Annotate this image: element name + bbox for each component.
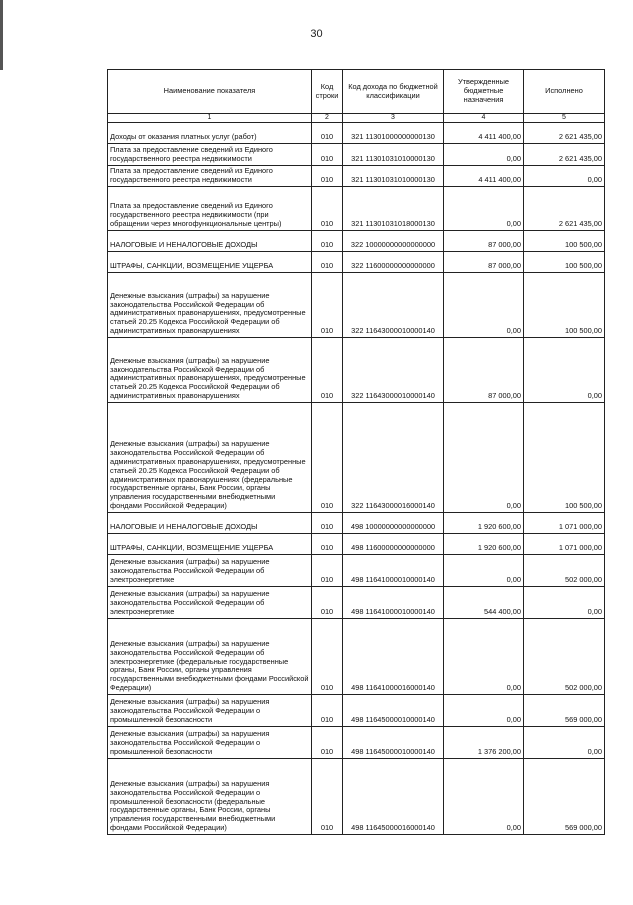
table-body	[108, 123, 605, 835]
table-row	[108, 166, 605, 187]
line-code-cell: 010	[312, 403, 343, 513]
table-row	[108, 619, 605, 695]
indicator-name-cell: НАЛОГОВЫЕ И НЕНАЛОГОВЫЕ ДОХОДЫ	[108, 513, 312, 534]
approved-amount-cell: 0,00	[444, 555, 524, 587]
line-code-cell: 010	[312, 252, 343, 273]
approved-amount-cell: 87 000,00	[444, 252, 524, 273]
executed-amount-cell: 1 071 000,00	[524, 534, 605, 555]
column-number-row	[108, 114, 605, 123]
indicator-name-cell: Денежные взыскания (штрафы) за нарушение законодательства Российской Федерации об электроэнергетике	[108, 587, 312, 619]
line-code-cell: 010	[312, 187, 343, 231]
approved-amount-cell: 1 376 200,00	[444, 727, 524, 759]
indicator-name-cell: ШТРАФЫ, САНКЦИИ, ВОЗМЕЩЕНИЕ УЩЕРБА	[108, 252, 312, 273]
column-number: 5	[524, 114, 605, 123]
revenue-code-cell: 321 11301031018000130	[343, 187, 444, 231]
executed-amount-cell: 0,00	[524, 166, 605, 187]
indicator-name-cell: Денежные взыскания (штрафы) за нарушение законодательства Российской Федерации об административных правонарушениях, предусмотренные статьей 20.25 Кодекса Российской Федерации об административных правонарушениях	[108, 273, 312, 338]
line-code-cell: 010	[312, 695, 343, 727]
revenue-code-cell: 498 11600000000000000	[343, 534, 444, 555]
revenue-code-cell: 321 11301031010000130	[343, 166, 444, 187]
revenue-code-cell: 498 11641000010000140	[343, 587, 444, 619]
executed-amount-cell: 100 500,00	[524, 273, 605, 338]
revenue-code-cell: 322 11643000016000140	[343, 403, 444, 513]
executed-amount-cell: 0,00	[524, 587, 605, 619]
revenue-code-cell: 322 10000000000000000	[343, 231, 444, 252]
indicator-name-cell: ШТРАФЫ, САНКЦИИ, ВОЗМЕЩЕНИЕ УЩЕРБА	[108, 534, 312, 555]
header-row	[108, 70, 605, 114]
revenue-code-cell: 498 11645000010000140	[343, 695, 444, 727]
revenue-code-cell: 498 11641000016000140	[343, 619, 444, 695]
column-number: 3	[343, 114, 444, 123]
executed-amount-cell: 100 500,00	[524, 252, 605, 273]
approved-amount-cell: 0,00	[444, 273, 524, 338]
header-line-code: Код строки	[312, 70, 343, 114]
line-code-cell: 010	[312, 534, 343, 555]
line-code-cell: 010	[312, 273, 343, 338]
table-row	[108, 695, 605, 727]
table-row	[108, 144, 605, 166]
line-code-cell: 010	[312, 587, 343, 619]
executed-amount-cell: 0,00	[524, 338, 605, 403]
executed-amount-cell: 502 000,00	[524, 555, 605, 587]
approved-amount-cell: 4 411 400,00	[444, 123, 524, 144]
indicator-name-cell: Денежные взыскания (штрафы) за нарушение законодательства Российской Федерации об административных правонарушениях, предусмотренные статьей 20.25 Кодекса Российской Федерации об административных правонарушениях (федеральные государственные органы, Банк России, органы управления государственными внебюджетными фондами Российской Федерации)	[108, 403, 312, 513]
indicator-name-cell: НАЛОГОВЫЕ И НЕНАЛОГОВЫЕ ДОХОДЫ	[108, 231, 312, 252]
indicator-name-cell: Плата за предоставление сведений из Единого государственного реестра недвижимости	[108, 144, 312, 166]
column-number: 2	[312, 114, 343, 123]
indicator-name-cell: Денежные взыскания (штрафы) за нарушение законодательства Российской Федерации об административных правонарушениях, предусмотренные статьей 20.25 Кодекса Российской Федерации об административных правонарушениях	[108, 338, 312, 403]
column-number: 1	[108, 114, 312, 123]
page-number: 30	[310, 28, 323, 40]
line-code-cell: 010	[312, 555, 343, 587]
executed-amount-cell: 569 000,00	[524, 759, 605, 835]
table-row	[108, 727, 605, 759]
revenue-code-cell: 498 10000000000000000	[343, 513, 444, 534]
table-row	[108, 273, 605, 338]
indicator-name-cell: Денежные взыскания (штрафы) за нарушения законодательства Российской Федерации о промышленной безопасности (федеральные государственные органы, Банк России, органы управления государственными внебюджетными фондами Российской Федерации)	[108, 759, 312, 835]
approved-amount-cell: 0,00	[444, 144, 524, 166]
line-code-cell: 010	[312, 513, 343, 534]
table-row	[108, 123, 605, 144]
indicator-name-cell: Доходы от оказания платных услуг (работ)	[108, 123, 312, 144]
executed-amount-cell: 2 621 435,00	[524, 123, 605, 144]
approved-amount-cell: 0,00	[444, 695, 524, 727]
indicator-name-cell: Денежные взыскания (штрафы) за нарушения законодательства Российской Федерации о промышленной безопасности	[108, 727, 312, 759]
line-code-cell: 010	[312, 619, 343, 695]
revenue-table	[107, 69, 605, 835]
line-code-cell: 010	[312, 166, 343, 187]
indicator-name-cell: Денежные взыскания (штрафы) за нарушения законодательства Российской Федерации о промышленной безопасности	[108, 695, 312, 727]
header-revenue-code: Код дохода по бюджетной классификации	[343, 70, 444, 114]
indicator-name-cell: Денежные взыскания (штрафы) за нарушение законодательства Российской Федерации об электроэнергетике	[108, 555, 312, 587]
revenue-code-cell: 322 11600000000000000	[343, 252, 444, 273]
line-code-cell: 010	[312, 231, 343, 252]
executed-amount-cell: 0,00	[524, 727, 605, 759]
executed-amount-cell: 100 500,00	[524, 231, 605, 252]
executed-amount-cell: 2 621 435,00	[524, 144, 605, 166]
revenue-code-cell: 498 11641000010000140	[343, 555, 444, 587]
approved-amount-cell: 0,00	[444, 403, 524, 513]
column-number: 4	[444, 114, 524, 123]
line-code-cell: 010	[312, 338, 343, 403]
table-row	[108, 252, 605, 273]
header-indicator-name: Наименование показателя	[108, 70, 312, 114]
table-row	[108, 231, 605, 252]
executed-amount-cell: 1 071 000,00	[524, 513, 605, 534]
line-code-cell: 010	[312, 727, 343, 759]
table-row	[108, 513, 605, 534]
revenue-code-cell: 498 11645000010000140	[343, 727, 444, 759]
approved-amount-cell: 87 000,00	[444, 231, 524, 252]
table-row	[108, 555, 605, 587]
line-code-cell: 010	[312, 123, 343, 144]
indicator-name-cell: Плата за предоставление сведений из Единого государственного реестра недвижимости	[108, 166, 312, 187]
line-code-cell: 010	[312, 759, 343, 835]
approved-amount-cell: 87 000,00	[444, 338, 524, 403]
table-row	[108, 759, 605, 835]
table-row	[108, 403, 605, 513]
line-code-cell: 010	[312, 144, 343, 166]
revenue-code-cell: 322 11643000010000140	[343, 338, 444, 403]
revenue-code-cell: 321 11301031010000130	[343, 144, 444, 166]
header-executed: Исполнено	[524, 70, 605, 114]
table-row	[108, 338, 605, 403]
approved-amount-cell: 1 920 600,00	[444, 534, 524, 555]
approved-amount-cell: 544 400,00	[444, 587, 524, 619]
executed-amount-cell: 2 621 435,00	[524, 187, 605, 231]
table-row	[108, 587, 605, 619]
executed-amount-cell: 100 500,00	[524, 403, 605, 513]
approved-amount-cell: 0,00	[444, 759, 524, 835]
revenue-code-cell: 498 11645000016000140	[343, 759, 444, 835]
approved-amount-cell: 0,00	[444, 187, 524, 231]
approved-amount-cell: 1 920 600,00	[444, 513, 524, 534]
table-row	[108, 534, 605, 555]
indicator-name-cell: Плата за предоставление сведений из Единого государственного реестра недвижимости (при обращении через многофункциональные центры)	[108, 187, 312, 231]
revenue-code-cell: 322 11643000010000140	[343, 273, 444, 338]
revenue-code-cell: 321 11301000000000130	[343, 123, 444, 144]
table-row	[108, 187, 605, 231]
indicator-name-cell: Денежные взыскания (штрафы) за нарушение законодательства Российской Федерации об электроэнергетике (федеральные государственные органы, Банк России, органы управления государственными внебюджетными фондами Российской Федерации)	[108, 619, 312, 695]
approved-amount-cell: 0,00	[444, 619, 524, 695]
executed-amount-cell: 502 000,00	[524, 619, 605, 695]
header-approved: Утвержденные бюджетные назначения	[444, 70, 524, 114]
approved-amount-cell: 4 411 400,00	[444, 166, 524, 187]
executed-amount-cell: 569 000,00	[524, 695, 605, 727]
